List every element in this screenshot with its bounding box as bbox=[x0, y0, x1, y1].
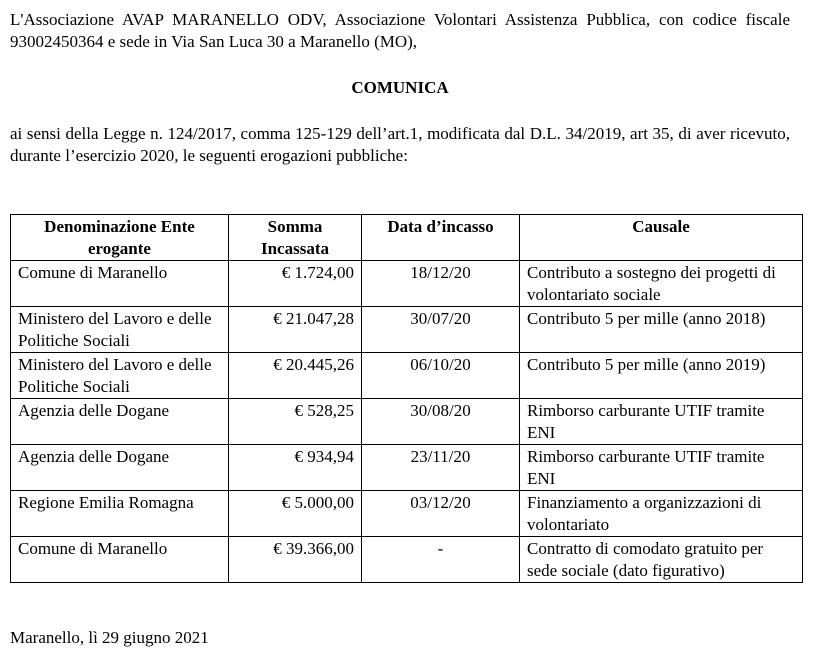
cell-date: 18/12/20 bbox=[362, 261, 520, 307]
cell-entity: Ministero del Lavoro e delle Politiche Sociali bbox=[11, 353, 229, 399]
place-date-footer: Maranello, lì 29 giugno 2021 bbox=[10, 628, 209, 647]
header-entity: Denominazione Ente erogante bbox=[11, 215, 229, 261]
cell-reason: Contributo 5 per mille (anno 2019) bbox=[520, 353, 803, 399]
cell-date: 06/10/20 bbox=[362, 353, 520, 399]
intro-paragraph: L'Associazione AVAP MARANELLO ODV, Associazione Volontari Assistenza Pubblica, con codice fiscale 93002450364 e sede in Via San Luca 30 a Maranello (MO), bbox=[10, 10, 790, 51]
cell-reason: Contributo a sostegno dei progetti di volontariato sociale bbox=[520, 261, 803, 307]
table-row bbox=[11, 537, 803, 583]
table-row bbox=[11, 353, 803, 399]
cell-entity: Agenzia delle Dogane bbox=[11, 445, 229, 491]
declaration-paragraph: ai sensi della Legge n. 124/2017, comma 125-129 dell’art.1, modificata dal D.L. 34/2019, art 35, di aver ricevuto, durante l’esercizio 2020, le seguenti erogazioni pubbliche: bbox=[10, 124, 790, 165]
cell-reason: Rimborso carburante UTIF tramite ENI bbox=[520, 445, 803, 491]
table-row bbox=[11, 307, 803, 353]
table-header-row bbox=[11, 215, 803, 261]
cell-entity: Agenzia delle Dogane bbox=[11, 399, 229, 445]
table-row bbox=[11, 399, 803, 445]
cell-amount: € 39.366,00 bbox=[229, 537, 362, 583]
cell-reason: Contratto di comodato gratuito per sede sociale (dato figurativo) bbox=[520, 537, 803, 583]
public-grants-table bbox=[10, 214, 803, 583]
cell-amount: € 528,25 bbox=[229, 399, 362, 445]
cell-amount: € 1.724,00 bbox=[229, 261, 362, 307]
cell-reason: Rimborso carburante UTIF tramite ENI bbox=[520, 399, 803, 445]
cell-amount: € 21.047,28 bbox=[229, 307, 362, 353]
table-row bbox=[11, 445, 803, 491]
header-reason: Causale bbox=[520, 215, 803, 261]
cell-reason: Finanziamento a organizzazioni di volontariato bbox=[520, 491, 803, 537]
cell-amount: € 20.445,26 bbox=[229, 353, 362, 399]
cell-amount: € 934,94 bbox=[229, 445, 362, 491]
cell-date: - bbox=[362, 537, 520, 583]
heading-comunica: COMUNICA bbox=[351, 78, 449, 97]
cell-date: 23/11/20 bbox=[362, 445, 520, 491]
cell-date: 03/12/20 bbox=[362, 491, 520, 537]
header-amount: Somma Incassata bbox=[229, 215, 362, 261]
cell-entity: Regione Emilia Romagna bbox=[11, 491, 229, 537]
cell-date: 30/07/20 bbox=[362, 307, 520, 353]
cell-entity: Comune di Maranello bbox=[11, 261, 229, 307]
cell-entity: Ministero del Lavoro e delle Politiche Sociali bbox=[11, 307, 229, 353]
header-date: Data d’incasso bbox=[362, 215, 520, 261]
cell-entity: Comune di Maranello bbox=[11, 537, 229, 583]
table-row bbox=[11, 491, 803, 537]
cell-reason: Contributo 5 per mille (anno 2018) bbox=[520, 307, 803, 353]
cell-amount: € 5.000,00 bbox=[229, 491, 362, 537]
table-row bbox=[11, 261, 803, 307]
cell-date: 30/08/20 bbox=[362, 399, 520, 445]
